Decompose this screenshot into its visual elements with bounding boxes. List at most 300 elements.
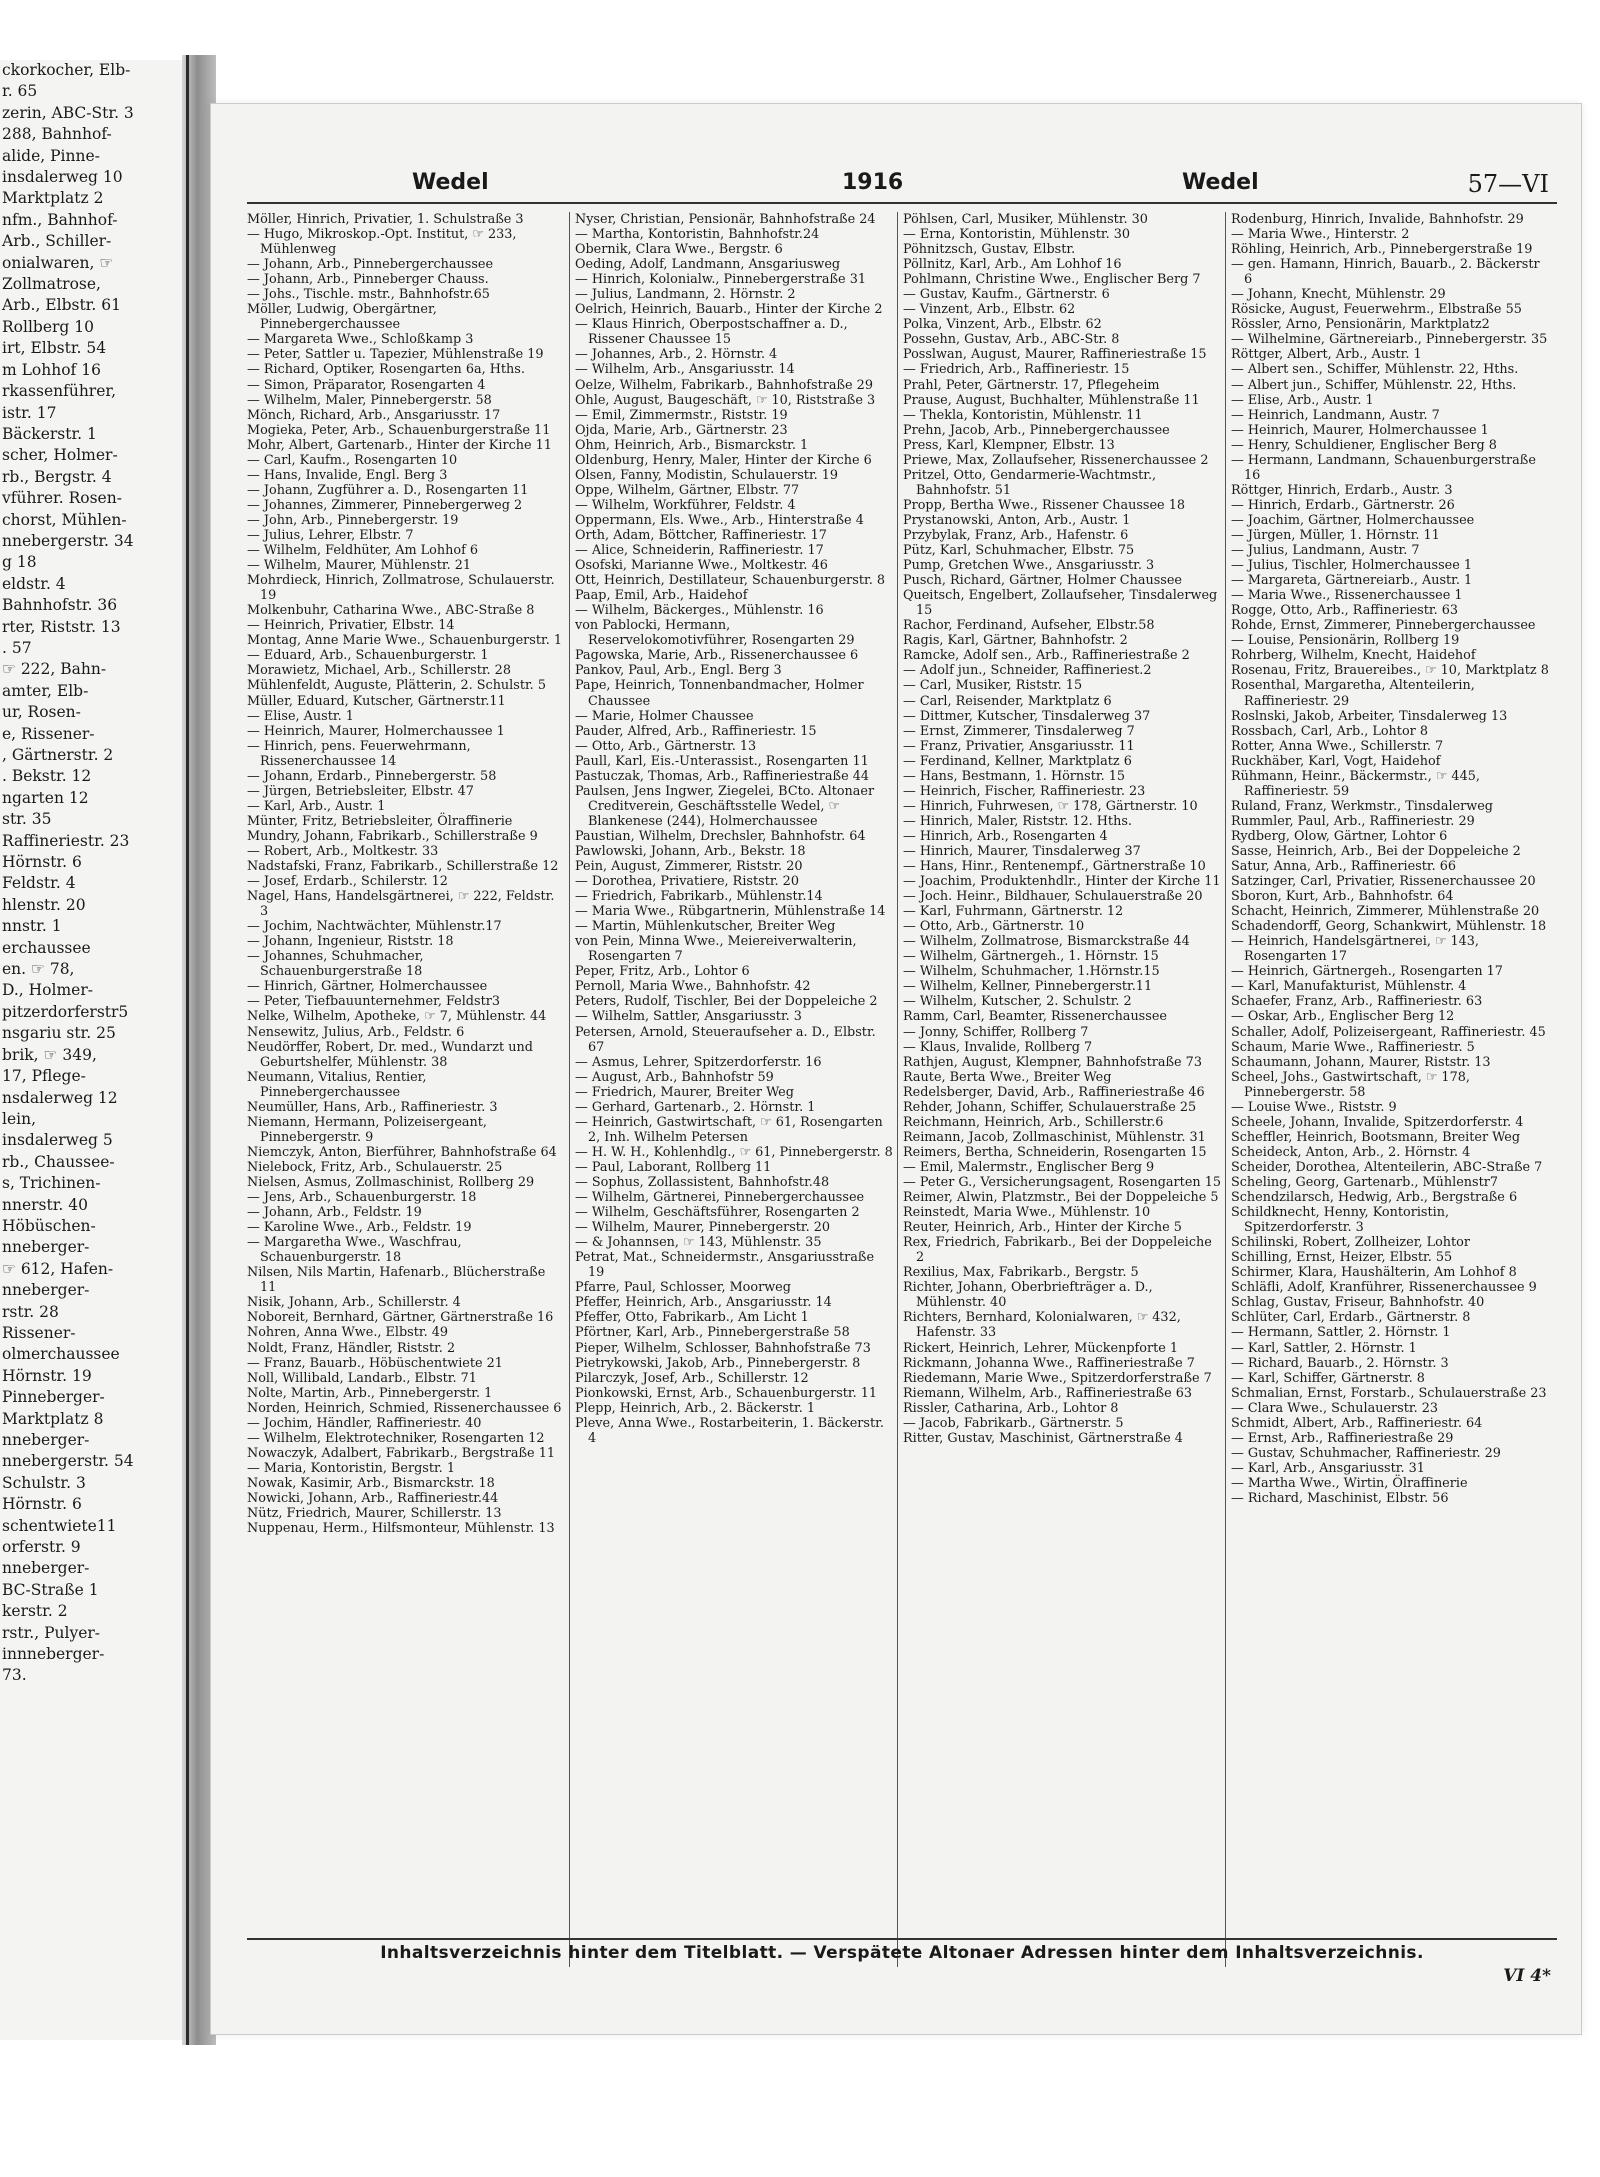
directory-entry: Mühlenfeldt, Auguste, Plätterin, 2. Schulstr. 5	[247, 678, 546, 694]
left-page-line: eldstr. 4	[2, 574, 66, 593]
directory-entry: Pöllnitz, Karl, Arb., Am Lohhof 16	[903, 257, 1122, 273]
directory-entry: Schilinski, Robert, Zollheizer, Lohtor	[1231, 1235, 1471, 1251]
directory-entry: Niemann, Hermann, Polizeisergeant, Pinnebergerstr. 9	[247, 1114, 487, 1145]
left-page-line: str. 35	[2, 810, 52, 829]
directory-entry: Paap, Emil, Arb., Haidehof	[575, 588, 748, 604]
directory-entry: — Julius, Landmann, 2. Hörnstr. 2	[575, 287, 796, 303]
directory-entry: von Pablocki, Hermann, Reservelokomotivführer, Rosengarten 29	[575, 618, 855, 649]
directory-entry: — Wilhelm, Feldhüter, Am Lohhof 6	[247, 543, 479, 559]
directory-entry: — Hinrich, Gärtner, Holmerchaussee	[247, 979, 488, 995]
left-page-line: chorst, Mühlen-	[2, 510, 127, 529]
directory-entry: — Hans, Invalide, Engl. Berg 3	[247, 467, 448, 483]
directory-entry: Nagel, Hans, Handelsgärtnerei, ☞ 222, Feldstr. 3	[247, 889, 555, 920]
directory-entry: Prehn, Jacob, Arb., Pinnebergerchaussee	[903, 422, 1170, 438]
directory-entry: Schlüter, Carl, Erdarb., Gärtnerstr. 8	[1231, 1310, 1471, 1326]
directory-entry: — Carl, Kaufm., Rosengarten 10	[247, 452, 458, 468]
left-page-line: onialwaren, ☞	[2, 253, 114, 272]
directory-entry: Schaum, Marie Wwe., Raffineriestr. 5	[1231, 1039, 1475, 1055]
directory-entry: — Vinzent, Arb., Elbstr. 62	[903, 302, 1076, 318]
directory-entry: Nohren, Anna Wwe., Elbstr. 49	[247, 1325, 448, 1341]
directory-entry: — Gustav, Schuhmacher, Raffineriestr. 29	[1231, 1445, 1501, 1461]
directory-entry: — Joachim, Gärtner, Holmerchaussee	[1231, 512, 1475, 528]
directory-entry: Nolte, Martin, Arb., Pinnebergerstr. 1	[247, 1385, 493, 1401]
directory-entry: — Jochim, Nachtwächter, Mühlenstr.17	[247, 919, 502, 935]
directory-entry: Molkenbuhr, Catharina Wwe., ABC-Straße 8	[247, 603, 535, 619]
directory-entry: — Hinrich, Arb., Rosengarten 4	[903, 828, 1108, 844]
directory-entry: Richter, Johann, Oberbriefträger a. D., Mühlenstr. 40	[903, 1280, 1153, 1311]
directory-entry: Przybylak, Franz, Arb., Hafenstr. 6	[903, 527, 1129, 543]
left-page-line: nfm., Bahnhof-	[2, 210, 118, 229]
directory-entry: — H. W. H., Kohlenhdlg., ☞ 61, Pinnebergerstr. 8	[575, 1144, 893, 1160]
directory-entry: Redelsberger, David, Arb., Raffineriestraße 46	[903, 1084, 1205, 1100]
left-page-line: . 57	[2, 638, 32, 657]
gutter-shadow-line	[186, 55, 189, 2045]
left-page-line: alide, Pinne-	[2, 146, 100, 165]
header-town-left: Wedel	[412, 170, 489, 195]
left-page-line: Arb., Elbstr. 61	[2, 296, 121, 315]
left-page-line: zerin, ABC-Str. 3	[2, 103, 134, 122]
directory-entry: Pape, Heinrich, Tonnenbandmacher, Holmer Chaussee	[575, 678, 864, 709]
directory-entry: — Alice, Schneiderin, Raffineriestr. 17	[575, 543, 824, 559]
left-page-line: nneberger-	[2, 1559, 90, 1578]
directory-entry: Oelrich, Heinrich, Bauarb., Hinter der Kirche 2	[575, 302, 883, 318]
directory-entry: Schendzilarsch, Hedwig, Arb., Bergstraße 6	[1231, 1190, 1518, 1206]
directory-entry: — Wilhelm, Zollmatrose, Bismarckstraße 44	[903, 934, 1190, 950]
directory-entry: Reichmann, Heinrich, Arb., Schillerstr.6	[903, 1114, 1164, 1130]
directory-entry: Pförtner, Karl, Arb., Pinnebergerstraße 58	[575, 1325, 850, 1341]
left-page-line: Marktplatz 8	[2, 1409, 104, 1428]
directory-entry: — Franz, Privatier, Ansgariusstr. 11	[903, 738, 1135, 754]
directory-entry: Pfeffer, Heinrich, Arb., Ansgariusstr. 14	[575, 1295, 832, 1311]
directory-entry: Osofski, Marianne Wwe., Moltkestr. 46	[575, 558, 828, 574]
directory-entry: — Heinrich, Maurer, Holmerchaussee 1	[1231, 422, 1489, 438]
directory-entry: Ramcke, Adolf sen., Arb., Raffineriestraße 2	[903, 648, 1190, 664]
directory-entry: — Adolf jun., Schneider, Raffineriest.2	[903, 663, 1152, 679]
directory-entry: Scheel, Johs., Gastwirtschaft, ☞ 178, Pinnebergerstr. 58	[1231, 1069, 1470, 1100]
directory-entry: Schaller, Adolf, Polizeisergeant, Raffineriestr. 45	[1231, 1024, 1546, 1040]
directory-entry: Obernik, Clara Wwe., Bergstr. 6	[575, 242, 783, 258]
directory-entry: Ohle, August, Baugeschäft, ☞ 10, Riststraße 3	[575, 392, 876, 408]
left-page-line: orferstr. 9	[2, 1538, 81, 1557]
directory-entry: — Johann, Arb., Pinneberger Chauss.	[247, 272, 489, 288]
directory-entry: Pohlmann, Christine Wwe., Englischer Berg 7	[903, 272, 1201, 288]
directory-entry: — Otto, Arb., Gärtnerstr. 10	[903, 919, 1085, 935]
directory-entry: — Wilhelm, Bäckerges., Mühlenstr. 16	[575, 603, 824, 619]
directory-entry: Rickert, Heinrich, Lehrer, Mückenpforte 1	[903, 1340, 1179, 1356]
directory-entry: Rathjen, August, Klempner, Bahnhofstraße 73	[903, 1054, 1202, 1070]
directory-entry: Oelze, Wilhelm, Fabrikarb., Bahnhofstraße 29	[575, 377, 873, 393]
directory-entry: — Johs., Tischle. mstr., Bahnhofstr.65	[247, 287, 490, 303]
directory-entry: Pfeffer, Otto, Fabrikarb., Am Licht 1	[575, 1310, 809, 1326]
directory-entry: — Heinrich, Fischer, Raffineriestr. 23	[903, 783, 1146, 799]
directory-entry: Mohrdieck, Hinrich, Zollmatrose, Schulauerstr. 19	[247, 573, 555, 604]
left-page-line: nneberger-	[2, 1281, 90, 1300]
directory-entry: — Peter G., Versicherungsagent, Rosengarten 15	[903, 1175, 1221, 1190]
directory-entry: Ruland, Franz, Werkmstr., Tinsdalerweg	[1231, 798, 1493, 814]
directory-entry: Posslwan, August, Maurer, Raffineriestraße 15	[903, 347, 1207, 363]
left-page-line: rstr. 28	[2, 1302, 59, 1321]
directory-entry: — Johann, Erdarb., Pinnebergerstr. 58	[247, 768, 497, 784]
directory-entry: — Karl, Arb., Ansgariusstr. 31	[1231, 1460, 1425, 1476]
directory-entry: — Thekla, Kontoristin, Mühlenstr. 11	[903, 407, 1143, 423]
directory-entry: — Klaus Hinrich, Oberpostschaffner a. D., Rissener Chaussee 15	[575, 317, 848, 348]
left-page-line: ngarten 12	[2, 788, 89, 807]
directory-entry: Scheffler, Heinrich, Bootsmann, Breiter Weg	[1231, 1129, 1521, 1145]
directory-entry: — Karl, Arb., Austr. 1	[247, 798, 386, 814]
directory-entry: Pfarre, Paul, Schlosser, Moorweg	[575, 1280, 791, 1296]
directory-entry: — Jürgen, Müller, 1. Hörnstr. 11	[1231, 527, 1440, 543]
directory-entry: Scheele, Johann, Invalide, Spitzerdorferstr. 4	[1231, 1114, 1524, 1130]
directory-entry: — Henry, Schuldiener, Englischer Berg 8	[1231, 437, 1497, 453]
directory-entry: — Richard, Optiker, Rosengarten 6a, Hths.	[247, 362, 525, 378]
left-page-line: Marktplatz 2	[2, 189, 104, 208]
left-page-line: nneberger-	[2, 1431, 90, 1449]
directory-entry: Paulsen, Jens Ingwer, Ziegelei, BCto. Altonaer Creditverein, Geschäftsstelle Wedel, ☞ Blankenese (244), Holmerchaussee	[575, 783, 875, 829]
left-page-line: nnebergerstr. 34	[2, 531, 134, 550]
directory-entry: — Hermann, Landmann, Schauenburgerstraße 16	[1231, 452, 1536, 483]
column-4	[1231, 212, 1549, 1967]
directory-entry: Neumüller, Hans, Arb., Raffineriestr. 3	[247, 1099, 498, 1115]
directory-entry: von Pein, Minna Wwe., Meiereiverwalterin, Rosengarten 7	[575, 934, 857, 965]
directory-entry: — Jonny, Schiffer, Rollberg 7	[903, 1024, 1089, 1040]
directory-entry: — Friedrich, Arb., Raffineriestr. 15	[903, 362, 1130, 378]
left-page-line: Rollberg 10	[2, 317, 94, 336]
directory-entry: — Albert jun., Schiffer, Mühlenstr. 22, Hths.	[1231, 377, 1517, 393]
directory-entry: — Klaus, Invalide, Rollberg 7	[903, 1039, 1093, 1055]
left-page-line: insdalerweg 10	[2, 168, 123, 187]
directory-entry: — Heinrich, Landmann, Austr. 7	[1231, 407, 1440, 423]
left-page-line: nsdalerweg 12	[2, 1088, 118, 1107]
directory-entry: — Ferdinand, Kellner, Marktplatz 6	[903, 753, 1132, 769]
directory-entry: Schlag, Gustav, Friseur, Bahnhofstr. 40	[1231, 1295, 1485, 1311]
directory-entry: Montag, Anne Marie Wwe., Schauenburgerstr. 1	[247, 633, 562, 649]
directory-entry: Scheideck, Anton, Arb., 2. Hörnstr. 4	[1231, 1144, 1471, 1160]
directory-entry: Röttger, Hinrich, Erdarb., Austr. 3	[1231, 482, 1453, 498]
directory-entry: Schildknecht, Henny, Kontoristin, Spitzerdorferstr. 3	[1231, 1205, 1450, 1236]
directory-entry: — Karl, Manufakturist, Mühlenstr. 4	[1231, 979, 1467, 995]
page-header	[247, 164, 1557, 204]
directory-entry: Rydberg, Olow, Gärtner, Lohtor 6	[1231, 828, 1448, 844]
directory-entry: — Erna, Kontoristin, Mühlenstr. 30	[903, 227, 1131, 243]
directory-entry: Rachor, Ferdinand, Aufseher, Elbstr.58	[903, 618, 1155, 634]
directory-entry: Nensewitz, Julius, Arb., Feldstr. 6	[247, 1024, 465, 1040]
directory-entry: Rehder, Johann, Schiffer, Schulauerstraße 25	[903, 1099, 1197, 1115]
directory-entry: — Peter, Tiefbauunternehmer, Feldstr3	[247, 994, 500, 1010]
directory-entry: Petersen, Arnold, Steueraufseher a. D., Elbstr. 67	[575, 1024, 876, 1055]
left-page-line: rter, Riststr. 13	[2, 617, 121, 636]
column-divider	[897, 212, 898, 1967]
left-page-line: ur, Rosen-	[2, 703, 81, 722]
directory-entry: — Hugo, Mikroskop.-Opt. Institut, ☞ 233, Mühlenweg	[247, 227, 517, 258]
left-page-line: schentwiete11	[2, 1516, 117, 1535]
left-page-line: Feldstr. 4	[2, 874, 76, 893]
directory-entry: — Margareta Wwe., Schloßkamp 3	[247, 332, 474, 348]
directory-entry: Rodenburg, Hinrich, Invalide, Bahnhofstr. 29	[1231, 212, 1524, 227]
directory-entry: — Richard, Maschinist, Elbstr. 56	[1231, 1490, 1449, 1506]
directory-entry: Münter, Fritz, Betriebsleiter, Ölraffinerie	[247, 813, 513, 829]
directory-entry: — Heinrich, Handelsgärtnerei, ☞ 143, Rosengarten 17	[1231, 934, 1479, 965]
left-page-fragment	[0, 60, 192, 2040]
directory-entry: Röhling, Heinrich, Arb., Pinnebergerstraße 19	[1231, 242, 1533, 258]
directory-entry: — Richard, Bauarb., 2. Hörnstr. 3	[1231, 1355, 1449, 1371]
directory-entry: — gen. Hamann, Hinrich, Bauarb., 2. Bäckerstr 6	[1231, 257, 1540, 288]
directory-entry: — Wilhelm, Gärtnergeh., 1. Hörnstr. 15	[903, 949, 1159, 965]
directory-entry: Peters, Rudolf, Tischler, Bei der Doppeleiche 2	[575, 994, 878, 1010]
directory-entry: — Gerhard, Gartenarb., 2. Hörnstr. 1	[575, 1099, 816, 1115]
directory-entry: Schilling, Ernst, Heizer, Elbstr. 55	[1231, 1250, 1453, 1266]
directory-entry: — Elise, Arb., Austr. 1	[1231, 392, 1374, 408]
directory-entry: — Jürgen, Betriebsleiter, Elbstr. 47	[247, 783, 474, 799]
directory-entry: Reimers, Bertha, Schneiderin, Rosengarten 15	[903, 1144, 1207, 1160]
directory-entry: — Sophus, Zollassistent, Bahnhofstr.48	[575, 1175, 830, 1190]
directory-entry: — Emil, Malermstr., Englischer Berg 9	[903, 1159, 1155, 1175]
directory-entry: Rosenthal, Margaretha, Altenteilerin, Raffineriestr. 29	[1231, 678, 1475, 709]
directory-entry: Rössler, Arno, Pensionärin, Marktplatz2	[1231, 317, 1490, 333]
directory-entry: — Julius, Tischler, Holmerchaussee 1	[1231, 558, 1473, 574]
left-page-line: nnstr. 1	[2, 917, 62, 936]
directory-entry: — Maria Wwe., Hinterstr. 2	[1231, 227, 1410, 243]
directory-entry: Ott, Heinrich, Destillateur, Schauenburgerstr. 8	[575, 573, 885, 589]
directory-entry: — Emil, Zimmermstr., Riststr. 19	[575, 407, 788, 423]
directory-entry: — Wilhelm, Schuhmacher, 1.Hörnstr.15	[903, 964, 1160, 980]
directory-entry: Niemczyk, Anton, Bierführer, Bahnhofstraße 64	[247, 1144, 557, 1160]
directory-entry: Oppe, Wilhelm, Gärtner, Elbstr. 77	[575, 482, 800, 498]
directory-entry: — & Johannsen, ☞ 143, Mühlenstr. 35	[575, 1235, 822, 1251]
directory-entry: Satzinger, Carl, Privatier, Rissenerchaussee 20	[1231, 874, 1536, 890]
left-page-line: Hörnstr. 6	[2, 853, 82, 872]
left-page-line: nneberger-	[2, 1238, 90, 1257]
left-page-line: scher, Holmer-	[2, 446, 118, 465]
directory-entry: — Hinrich, Fuhrwesen, ☞ 178, Gärtnerstr. 10	[903, 798, 1198, 814]
left-page-line: 17, Pflege-	[2, 1067, 86, 1086]
directory-entry: Press, Karl, Klempner, Elbstr. 13	[903, 437, 1115, 453]
directory-entry: — Oskar, Arb., Englischer Berg 12	[1231, 1009, 1455, 1025]
directory-entry: Reinstedt, Maria Wwe., Mühlenstr. 10	[903, 1205, 1151, 1221]
directory-entry: Noldt, Franz, Händler, Riststr. 2	[247, 1340, 456, 1356]
directory-entry: Schläfli, Adolf, Kranführer, Rissenerchaussee 9	[1231, 1280, 1537, 1296]
directory-entry: Pütz, Karl, Schuhmacher, Elbstr. 75	[903, 543, 1135, 559]
directory-entry: — Asmus, Lehrer, Spitzerdorferstr. 16	[575, 1054, 822, 1070]
directory-entry: Ojda, Marie, Arb., Gärtnerstr. 23	[575, 422, 788, 438]
directory-entry: — Johann, Zugführer a. D., Rosengarten 11	[247, 482, 529, 498]
directory-entry: — Friedrich, Fabrikarb., Mühlenstr.14	[575, 889, 823, 905]
directory-entry: — Wilhelm, Arb., Ansgariusstr. 14	[575, 362, 795, 378]
directory-entry: Pankov, Paul, Arb., Engl. Berg 3	[575, 663, 782, 679]
directory-entry: Müller, Eduard, Kutscher, Gärtnerstr.11	[247, 693, 506, 709]
directory-entry: Scheling, Georg, Gartenarb., Mühlenstr7	[1231, 1175, 1498, 1190]
directory-entry: Nielebock, Fritz, Arb., Schulauerstr. 25	[247, 1159, 503, 1175]
left-page-line: 288, Bahnhof-	[2, 125, 112, 144]
directory-entry: — Paul, Laborant, Rollberg 11	[575, 1159, 772, 1175]
left-page-line: Pinneberger-	[2, 1388, 105, 1407]
left-page-line: en. ☞ 78,	[2, 960, 75, 979]
column-3	[903, 212, 1221, 1967]
directory-entry: Pilarczyk, Josef, Arb., Schillerstr. 12	[575, 1370, 809, 1386]
directory-entry: Propp, Bertha Wwe., Rissener Chaussee 18	[903, 497, 1185, 513]
directory-entry: Schaefer, Franz, Arb., Raffineriestr. 63	[1231, 994, 1483, 1010]
left-page-line: ☞ 222, Bahn-	[2, 660, 107, 679]
directory-entry: — Karl, Sattler, 2. Hörnstr. 1	[1231, 1340, 1417, 1356]
directory-entry: Noboreit, Bernhard, Gärtner, Gärtnerstraße 16	[247, 1310, 554, 1326]
directory-entry: Schmidt, Albert, Arb., Raffineriestr. 64	[1231, 1415, 1483, 1431]
directory-entry: — Karoline Wwe., Arb., Feldstr. 19	[247, 1220, 472, 1236]
directory-entry: Reuter, Heinrich, Arb., Hinter der Kirche 5	[903, 1220, 1182, 1236]
directory-entry: — John, Arb., Pinnebergerstr. 19	[247, 512, 459, 528]
header-page-number: 57—VI	[1467, 170, 1549, 198]
directory-entry: — Hermann, Sattler, 2. Hörnstr. 1	[1231, 1325, 1451, 1341]
directory-entry: Mogieka, Peter, Arb., Schauenburgerstraße 11	[247, 422, 551, 438]
directory-entry: Paull, Karl, Eis.-Unterassist., Rosengarten 11	[575, 753, 869, 769]
directory-entry: — Dittmer, Kutscher, Tinsdalerweg 37	[903, 708, 1151, 724]
directory-entry: — Johannes, Schuhmacher, Schauenburgerstraße 18	[247, 949, 424, 980]
directory-entry: Pietrykowski, Jakob, Arb., Pinnebergerstr. 8	[575, 1355, 861, 1371]
directory-entry: Nisik, Johann, Arb., Schillerstr. 4	[247, 1295, 461, 1311]
directory-entry: Reimann, Jacob, Zollmaschinist, Mühlenstr. 31	[903, 1129, 1206, 1145]
left-page-line: vführer. Rosen-	[2, 489, 122, 508]
directory-entry: Rühmann, Heinr., Bäckermstr., ☞ 445, Raffineriestr. 59	[1231, 768, 1480, 799]
left-page-line: amter, Elb-	[2, 681, 89, 700]
directory-entry: Pleve, Anna Wwe., Rostarbeiterin, 1. Bäckerstr. 4	[575, 1415, 884, 1446]
directory-entry: — Carl, Reisender, Marktplatz 6	[903, 693, 1112, 709]
left-page-line: Hörnstr. 6	[2, 1495, 82, 1514]
directory-entry: Nadstafski, Franz, Fabrikarb., Schillerstraße 12	[247, 859, 559, 875]
directory-entry: Olsen, Fanny, Modistin, Schulauerstr. 19	[575, 467, 839, 483]
left-page-line: e, Rissener-	[2, 724, 95, 743]
directory-entry: — Heinrich, Gastwirtschaft, ☞ 61, Rosengarten 2, Inh. Wilhelm Petersen	[575, 1114, 883, 1145]
directory-entry: Rotter, Anna Wwe., Schillerstr. 7	[1231, 738, 1444, 754]
left-page-line: ckorkocher, Elb-	[2, 61, 131, 79]
directory-entry: Nielsen, Asmus, Zollmaschinist, Rollberg 29	[247, 1175, 535, 1190]
left-page-line: nsgariu str. 25	[2, 1024, 116, 1043]
directory-entry: Rossbach, Carl, Arb., Lohtor 8	[1231, 723, 1428, 739]
directory-entry: — Martin, Mühlenkutscher, Breiter Weg	[575, 919, 836, 935]
directory-entry: Schacht, Heinrich, Zimmerer, Mühlenstraße 20	[1231, 904, 1540, 920]
column-1	[247, 212, 565, 1967]
directory-entry: — Karl, Schiffer, Gärtnerstr. 8	[1231, 1370, 1425, 1386]
directory-entry: Prystanowski, Anton, Arb., Austr. 1	[903, 512, 1131, 528]
directory-entry: Norden, Heinrich, Schmied, Rissenerchaussee 6	[247, 1400, 562, 1416]
left-page-line: insdalerweg 5	[2, 1131, 113, 1150]
left-page-line: . Bekstr. 12	[2, 767, 92, 786]
directory-entry: — Marie, Holmer Chaussee	[575, 708, 754, 724]
directory-entry: — Maria Wwe., Rübgartnerin, Mühlenstraße 14	[575, 904, 886, 920]
left-page-line: , Gärtnerstr. 2	[2, 746, 114, 764]
directory-entry: Nowaczyk, Adalbert, Fabrikarb., Bergstraße 11	[247, 1445, 555, 1461]
directory-entry: — Jacob, Fabrikarb., Gärtnerstr. 5	[903, 1415, 1124, 1431]
directory-entry: Mohr, Albert, Gartenarb., Hinter der Kirche 11	[247, 437, 552, 453]
directory-entry: Röttger, Albert, Arb., Austr. 1	[1231, 347, 1422, 363]
directory-entry: — Wilhelm, Kellner, Pinnebergerstr.11	[903, 979, 1153, 995]
directory-entry: — Wilhelm, Maler, Pinnebergerstr. 58	[247, 392, 492, 408]
left-page-line: rb., Bergstr. 4	[2, 467, 112, 486]
left-page-line: nnerstr. 40	[2, 1195, 89, 1214]
directory-entry: Ritter, Gustav, Maschinist, Gärtnerstraße 4	[903, 1430, 1183, 1446]
directory-entry: Richters, Bernhard, Kolonialwaren, ☞ 432, Hafenstr. 33	[903, 1310, 1181, 1341]
directory-entry: Pöhlsen, Carl, Musiker, Mühlenstr. 30	[903, 212, 1148, 227]
column-divider	[569, 212, 570, 1967]
directory-entry: — Joachim, Produktenhdlr., Hinter der Kirche 11	[903, 874, 1221, 890]
directory-entry: Rohrberg, Wilhelm, Knecht, Haidehof	[1231, 648, 1476, 664]
directory-entry: Morawietz, Michael, Arb., Schillerstr. 28	[247, 663, 511, 679]
directory-entry: Paustian, Wilhelm, Drechsler, Bahnhofstr. 64	[575, 828, 866, 844]
directory-entry: — Elise, Austr. 1	[247, 708, 354, 724]
left-page-line: Arb., Schiller-	[2, 232, 112, 251]
left-page-line: innneberger-	[2, 1645, 105, 1664]
directory-entry: Rohde, Ernst, Zimmerer, Pinnebergerchaussee	[1231, 618, 1536, 634]
directory-entry: — Josef, Erdarb., Schilerstr. 12	[247, 874, 448, 890]
directory-entry: — Maria, Kontoristin, Bergstr. 1	[247, 1460, 455, 1476]
directory-entry: — Julius, Landmann, Austr. 7	[1231, 543, 1420, 559]
directory-entry: Pauder, Alfred, Arb., Raffineriestr. 15	[575, 723, 817, 739]
directory-entry: — Ernst, Arb., Raffineriestraße 29	[1231, 1430, 1454, 1446]
directory-entry: Rogge, Otto, Arb., Raffineriestr. 63	[1231, 603, 1458, 619]
directory-entry: Queitsch, Engelbert, Zollaufseher, Tinsdalerweg 15	[903, 588, 1218, 619]
directory-entry: Nuppenau, Herm., Hilfsmonteur, Mühlenstr. 13	[247, 1521, 555, 1537]
directory-entry: — Margareta, Gärtnereiarb., Austr. 1	[1231, 573, 1473, 589]
directory-entry: Ragis, Karl, Gärtner, Bahnhofstr. 2	[903, 633, 1128, 649]
directory-entry: Sasse, Heinrich, Arb., Bei der Doppeleiche 2	[1231, 843, 1521, 859]
directory-entry: — Margaretha Wwe., Waschfrau, Schauenburgerstr. 18	[247, 1235, 462, 1266]
directory-entry: Rummler, Paul, Arb., Raffineriestr. 29	[1231, 813, 1475, 829]
directory-entry: — Wilhelm, Maurer, Mühlenstr. 21	[247, 558, 472, 574]
directory-entry: — Otto, Arb., Gärtnerstr. 13	[575, 738, 757, 754]
directory-entry: — Albert sen., Schiffer, Mühlenstr. 22, Hths.	[1231, 362, 1519, 378]
directory-entry: Schaumann, Johann, Maurer, Riststr. 13	[1231, 1054, 1491, 1070]
directory-entry: Possehn, Gustav, Arb., ABC-Str. 8	[903, 332, 1120, 348]
directory-entry: — Franz, Bauarb., Höbüschentwiete 21	[247, 1355, 503, 1371]
directory-entry: Schadendorff, Georg, Schankwirt, Mühlenstr. 18	[1231, 919, 1547, 935]
directory-entry: Rickmann, Johanna Wwe., Raffineriestraße 7	[903, 1355, 1195, 1371]
directory-entry: Nowicki, Johann, Arb., Raffineriestr.44	[247, 1490, 499, 1506]
left-page-line: r. 65	[2, 82, 38, 101]
directory-entry: Prahl, Peter, Gärtnerstr. 17, Pflegeheim	[903, 377, 1160, 393]
directory-entry: — Clara Wwe., Schulauerstr. 23	[1231, 1400, 1438, 1416]
left-page-line: erchaussee	[2, 938, 91, 957]
directory-entry: Pernoll, Maria Wwe., Bahnhofstr. 42	[575, 979, 811, 995]
directory-entry: Sboron, Kurt, Arb., Bahnhofstr. 64	[1231, 889, 1454, 905]
directory-entry: Mundry, Johann, Fabrikarb., Schillerstraße 9	[247, 828, 538, 844]
left-page-line: Schulstr. 3	[2, 1473, 86, 1492]
directory-entry: Rosenau, Fritz, Brauereibes., ☞ 10, Marktplatz 8	[1231, 663, 1549, 679]
directory-entry: Rexilius, Max, Fabrikarb., Bergstr. 5	[903, 1265, 1139, 1281]
directory-entry: Riemann, Wilhelm, Arb., Raffineriestraße 63	[903, 1385, 1192, 1401]
directory-entry: — Wilhelm, Workführer, Feldstr. 4	[575, 497, 796, 513]
directory-entry: Oppermann, Els. Wwe., Arb., Hinterstraße 4	[575, 512, 864, 528]
directory-entry: Oeding, Adolf, Landmann, Ansgariusweg	[575, 257, 841, 273]
left-page-line: Zollmatrose,	[2, 275, 101, 294]
directory-entry: Nütz, Friedrich, Maurer, Schillerstr. 13	[247, 1506, 502, 1522]
left-page-line: kerstr. 2	[2, 1602, 68, 1621]
directory-entry: — Johann, Arb., Pinnebergerchaussee	[247, 257, 494, 273]
directory-entry: — Martha Wwe., Wirtin, Ölraffinerie	[1231, 1475, 1468, 1491]
directory-entry: Riedemann, Marie Wwe., Spitzerdorferstraße 7	[903, 1370, 1212, 1386]
directory-entry: — Johannes, Zimmerer, Pinnebergerweg 2	[247, 497, 523, 513]
directory-entry: Pritzel, Otto, Gendarmerie-Wachtmstr., Bahnhofstr. 51	[903, 467, 1157, 498]
directory-entry: — Johannes, Arb., 2. Hörnstr. 4	[575, 347, 778, 363]
directory-entry: — Hinrich, pens. Feuerwehrmann, Rissenerchaussee 14	[247, 738, 471, 769]
left-page-line: s, Trichinen-	[2, 1174, 101, 1193]
left-page-line: rkassenführer,	[2, 382, 117, 401]
directory-entry: Petrat, Mat., Schneidermstr., Ansgariusstraße 19	[575, 1250, 875, 1281]
directory-entry: — Jens, Arb., Schauenburgerstr. 18	[247, 1190, 477, 1206]
directory-entry: — Heinrich, Maurer, Holmerchaussee 1	[247, 723, 505, 739]
directory-entry: — Hinrich, Kolonialw., Pinnebergerstraße 31	[575, 272, 866, 288]
left-page-line: Raffineriestr. 23	[2, 831, 130, 850]
left-page-line: olmerchaussee	[2, 1345, 120, 1364]
directory-entry: Plepp, Heinrich, Arb., 2. Bäckerstr. 1	[575, 1400, 815, 1416]
directory-entry: — Jochim, Händler, Raffineriestr. 40	[247, 1415, 482, 1431]
left-page-line: m Lohhof 16	[2, 360, 101, 379]
